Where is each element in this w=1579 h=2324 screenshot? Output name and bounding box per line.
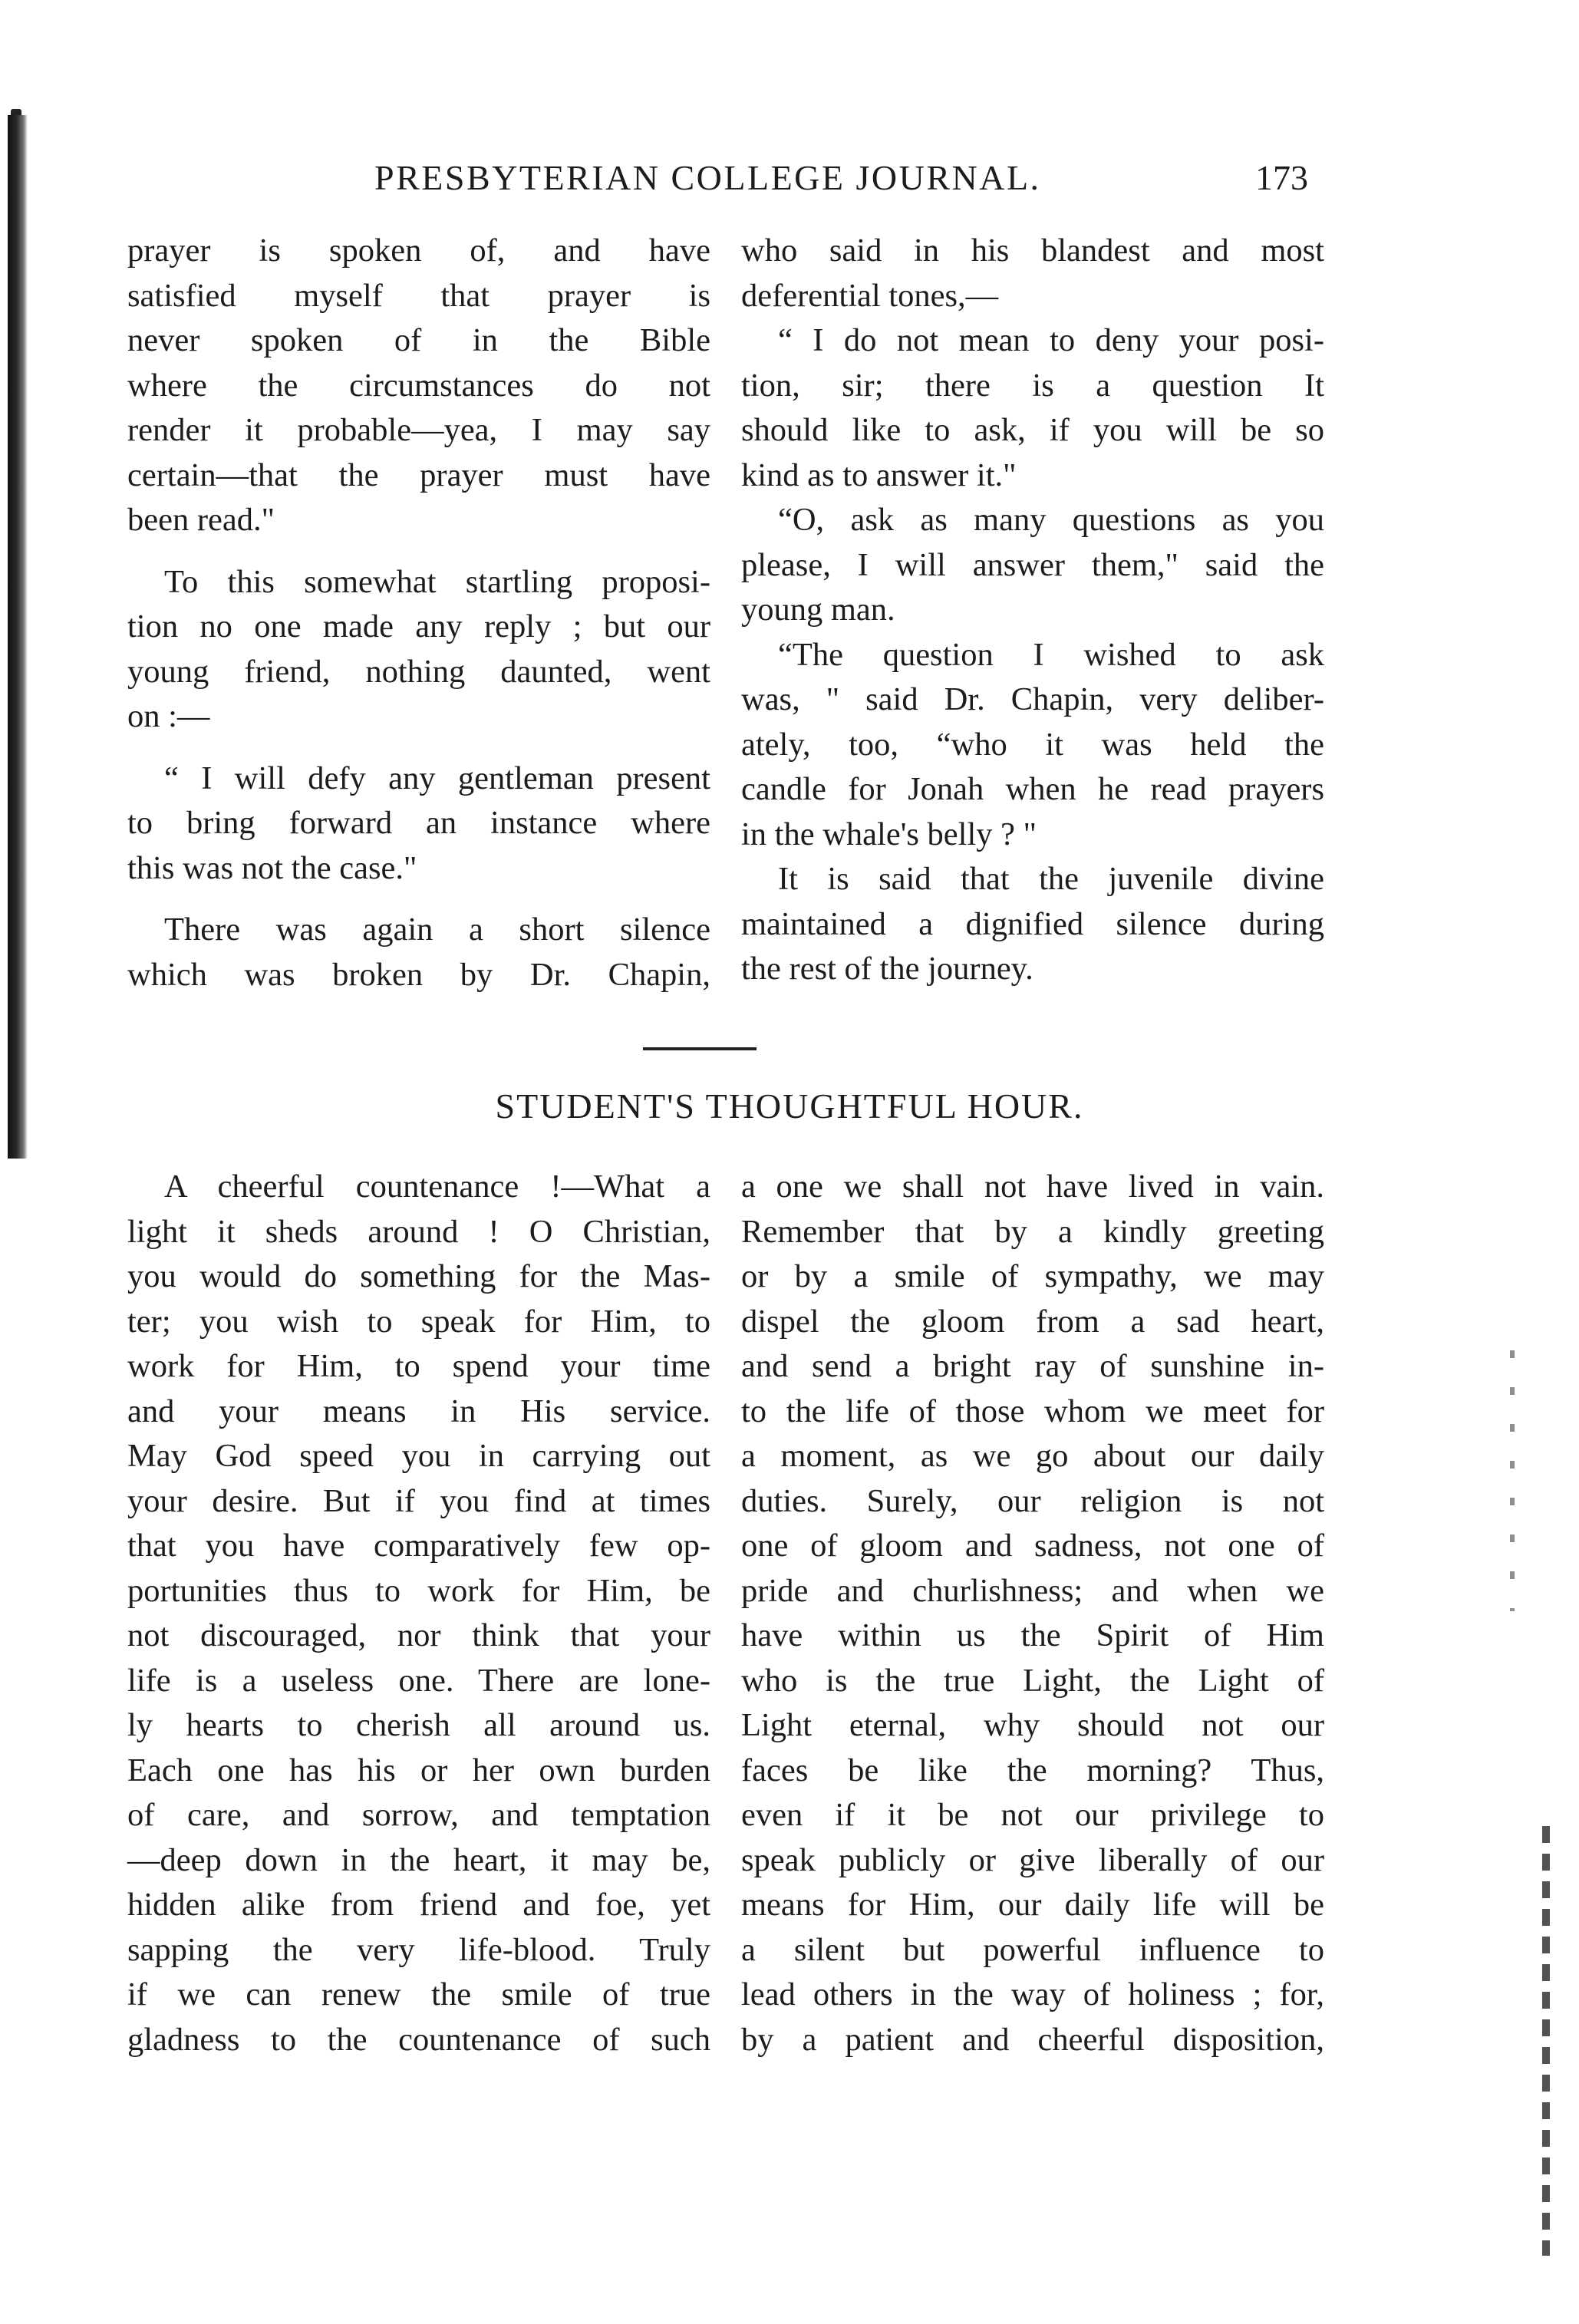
page-binding-edge — [8, 115, 28, 1159]
text-line: by a patient and cheerful disposition, — [741, 2021, 1324, 2058]
text-line: render it probable—yea, I may say — [127, 412, 710, 448]
text-line: a one we shall not have lived in vain. — [741, 1169, 1324, 1205]
text-line: where the circumstances do not — [127, 367, 710, 404]
text-line: candle for Jonah when he read prayers — [741, 771, 1324, 807]
text-line: in the whale's belly ? " — [741, 816, 1037, 852]
page-number: 173 — [1255, 158, 1308, 197]
text-line: means for Him, our daily life will be — [741, 1887, 1324, 1923]
text-line: kind as to answer it." — [741, 457, 1017, 493]
text-line: young man. — [741, 592, 895, 628]
text-line: ately, too, “who it was held the — [741, 726, 1324, 763]
text-line: duties. Surely, our religion is not — [741, 1482, 1324, 1519]
text-line: Remember that by a kindly greeting — [741, 1213, 1324, 1250]
text-line: tion no one made any reply ; but our — [127, 608, 710, 644]
column-bottom-left — [127, 1165, 710, 2062]
text-line: should like to ask, if you will be so — [741, 412, 1324, 448]
text-line: a moment, as we go about our daily — [741, 1438, 1324, 1474]
text-line: Light eternal, why should not our — [741, 1707, 1324, 1743]
text-line: that you have comparatively few op- — [127, 1528, 710, 1564]
text-line: this was not the case." — [127, 849, 417, 886]
text-line: lead others in the way of holiness ; for, — [741, 1976, 1324, 2012]
text-line: satisfied myself that prayer is — [127, 277, 710, 314]
text-line: your desire. But if you find at times — [127, 1482, 710, 1519]
text-line: To this somewhat startling proposi- — [164, 563, 710, 600]
text-line: never spoken of in the Bible — [127, 322, 710, 358]
text-line: if we can renew the smile of true — [127, 1976, 710, 2012]
text-line: to the life of those whom we meet for — [741, 1393, 1324, 1429]
text-line: of care, and sorrow, and temptation — [127, 1797, 710, 1833]
text-line: A cheerful countenance !—What a — [164, 1169, 710, 1205]
column-top-left — [127, 229, 710, 997]
text-line: There was again a short silence — [164, 911, 710, 948]
text-line: May God speed you in carrying out — [127, 1438, 710, 1474]
text-line: ter; you wish to speak for Him, to — [127, 1303, 710, 1340]
text-line: “ I will defy any gentleman present — [164, 760, 710, 796]
text-line: who said in his blandest and most — [741, 232, 1324, 269]
text-line: tion, sir; there is a question It — [741, 367, 1324, 404]
scan-edge-marks — [1542, 1826, 1550, 2256]
section-divider — [643, 1047, 757, 1050]
text-line: on :— — [127, 698, 210, 734]
text-line: or by a smile of sympathy, we may — [741, 1258, 1324, 1294]
text-line: life is a useless one. There are lone- — [127, 1662, 710, 1699]
text-line: pride and churlishness; and when we — [741, 1572, 1324, 1609]
text-line: gladness to the countenance of such — [127, 2021, 710, 2058]
text-line: —deep down in the heart, it may be, — [127, 1841, 710, 1878]
text-line: ly hearts to cherish all around us. — [127, 1707, 710, 1743]
text-line: a silent but powerful influence to — [741, 1931, 1324, 1968]
text-line: light it sheds around ! O Christian, — [127, 1213, 710, 1250]
text-line: you would do something for the Mas- — [127, 1258, 710, 1294]
text-line: been read." — [127, 502, 275, 538]
text-line: was, " said Dr. Chapin, very deliber- — [741, 681, 1324, 717]
text-line: portunities thus to work for Him, be — [127, 1572, 710, 1609]
text-line: faces be like the morning? Thus, — [741, 1752, 1324, 1788]
text-line: and send a bright ray of sunshine in- — [741, 1348, 1324, 1384]
text-line: “O, ask as many questions as you — [778, 502, 1324, 538]
text-line: “ I do not mean to deny your posi- — [778, 322, 1324, 358]
text-line: dispel the gloom from a sad heart, — [741, 1303, 1324, 1340]
text-line: sapping the very life-blood. Truly — [127, 1931, 710, 1968]
text-line: hidden alike from friend and foe, yet — [127, 1887, 710, 1923]
text-line: young friend, nothing daunted, went — [127, 653, 710, 690]
text-line: not discouraged, nor think that your — [127, 1617, 710, 1653]
running-title: PRESBYTERIAN COLLEGE JOURNAL. — [374, 158, 1041, 197]
text-line: speak publicly or give liberally of our — [741, 1841, 1324, 1878]
text-line: one of gloom and sadness, not one of — [741, 1528, 1324, 1564]
text-line: who is the true Light, the Light of — [741, 1662, 1324, 1699]
text-line: “The question I wished to ask — [778, 636, 1324, 673]
section-title: STUDENT'S THOUGHTFUL HOUR. — [495, 1086, 1084, 1126]
column-top-right — [741, 229, 1324, 992]
text-line: deferential tones,— — [741, 277, 999, 314]
page-header — [0, 157, 1579, 203]
text-line: certain—that the prayer must have — [127, 457, 710, 493]
text-line: Each one has his or her own burden — [127, 1752, 710, 1788]
text-line: and your means in His service. — [127, 1393, 710, 1429]
text-line: which was broken by Dr. Chapin, — [127, 956, 710, 993]
text-line: prayer is spoken of, and have — [127, 232, 710, 269]
text-line: It is said that the juvenile divine — [778, 861, 1324, 897]
text-line: maintained a dignified silence during — [741, 905, 1324, 942]
text-line: the rest of the journey. — [741, 951, 1033, 987]
text-line: have within us the Spirit of Him — [741, 1617, 1324, 1653]
text-line: work for Him, to spend your time — [127, 1348, 710, 1384]
text-line: to bring forward an instance where — [127, 805, 710, 841]
column-bottom-right — [741, 1165, 1324, 2062]
text-line: even if it be not our privilege to — [741, 1797, 1324, 1833]
text-line: please, I will answer them," said the — [741, 546, 1324, 583]
scan-edge-marks-upper — [1510, 1350, 1515, 1611]
